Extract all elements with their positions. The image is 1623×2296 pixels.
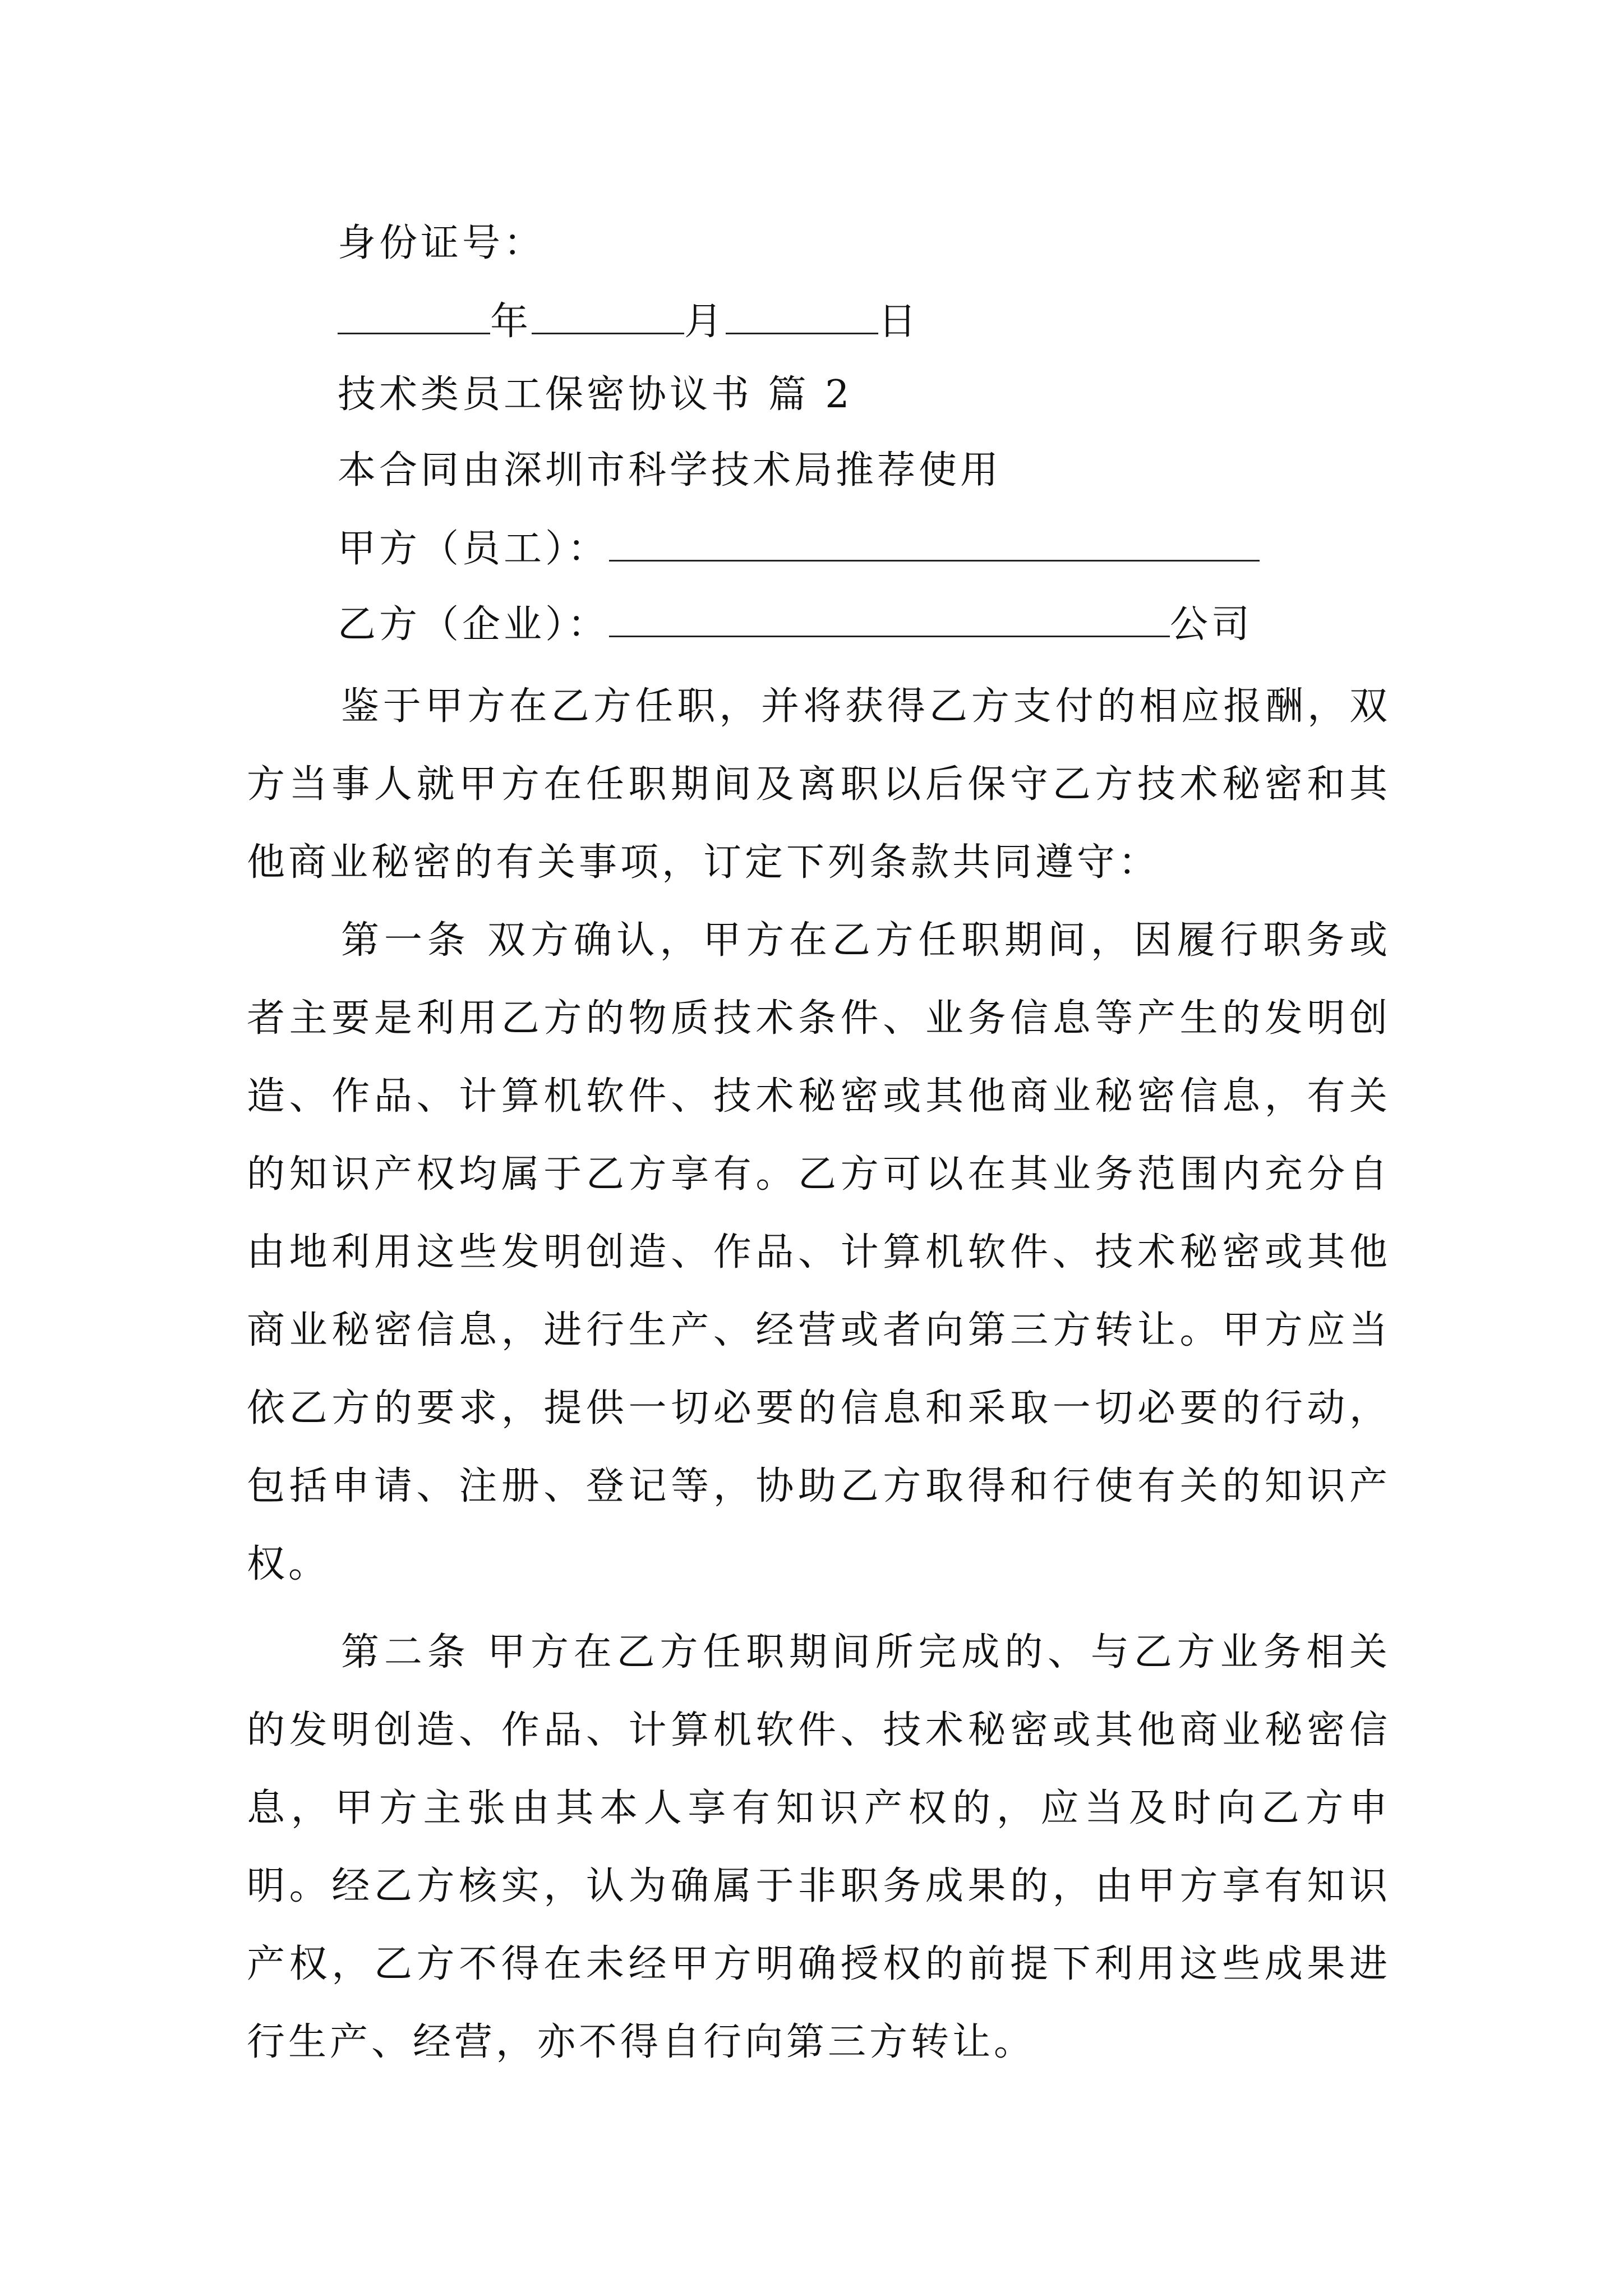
recommend-note: 本合同由深圳市科学技术局推荐使用	[338, 448, 1002, 493]
party-b-label: 乙方（企业）：	[338, 602, 610, 647]
article-2-paragraph: 第二条 甲方在乙方任职期间所完成的、与乙方业务相关的发明创造、作品、计算机软件、技术秘密或其他商业秘密信息，甲方主张由其本人享有知识产权的，应当及时向乙方申明。经乙方核实，认为确属于非职务成果的，由甲方享有知识产权，乙方不得在未经甲方明确授权的前提下利用这些成果进行生产、经营，亦不得自行向第三方转让。	[247, 1630, 1391, 2064]
signature-date-line	[338, 300, 920, 344]
month-blank	[532, 300, 684, 334]
day-label: 日	[878, 300, 920, 344]
party-a-label: 甲方（员工）：	[338, 527, 610, 571]
party-a-line	[338, 527, 1260, 571]
article-1-paragraph: 第一条 双方确认，甲方在乙方任职期间，因履行职务或者主要是利用乙方的物质技术条件、业务信息等产生的发明创造、作品、计算机软件、技术秘密或其他商业秘密信息，有关的知识产权均属于乙方享有。乙方可以在其业务范围内充分自由地利用这些发明创造、作品、计算机软件、技术秘密或其他商业秘密信息，进行生产、经营或者向第三方转让。甲方应当依乙方的要求，提供一切必要的信息和采取一切必要的行动，包括申请、注册、登记等，协助乙方取得和行使有关的知识产权。	[247, 918, 1391, 1586]
party-a-blank	[609, 527, 1260, 562]
year-label: 年	[490, 300, 532, 344]
document-title: 技术类员工保密协议书 篇 2	[338, 372, 853, 417]
id-number-label: 身份证号：	[338, 221, 546, 265]
party-b-suffix: 公司	[1170, 602, 1253, 647]
day-blank	[726, 300, 878, 334]
party-b-blank	[609, 603, 1170, 637]
preamble-paragraph: 鉴于甲方在乙方任职，并将获得乙方支付的相应报酬，双方当事人就甲方在任职期间及离职以后保守乙方技术秘密和其他商业秘密的有关事项，订定下列条款共同遵守：	[247, 684, 1391, 885]
month-label: 月	[684, 300, 726, 344]
agreement-body	[247, 668, 1391, 2081]
party-b-line	[338, 602, 1253, 647]
year-blank	[338, 300, 490, 334]
